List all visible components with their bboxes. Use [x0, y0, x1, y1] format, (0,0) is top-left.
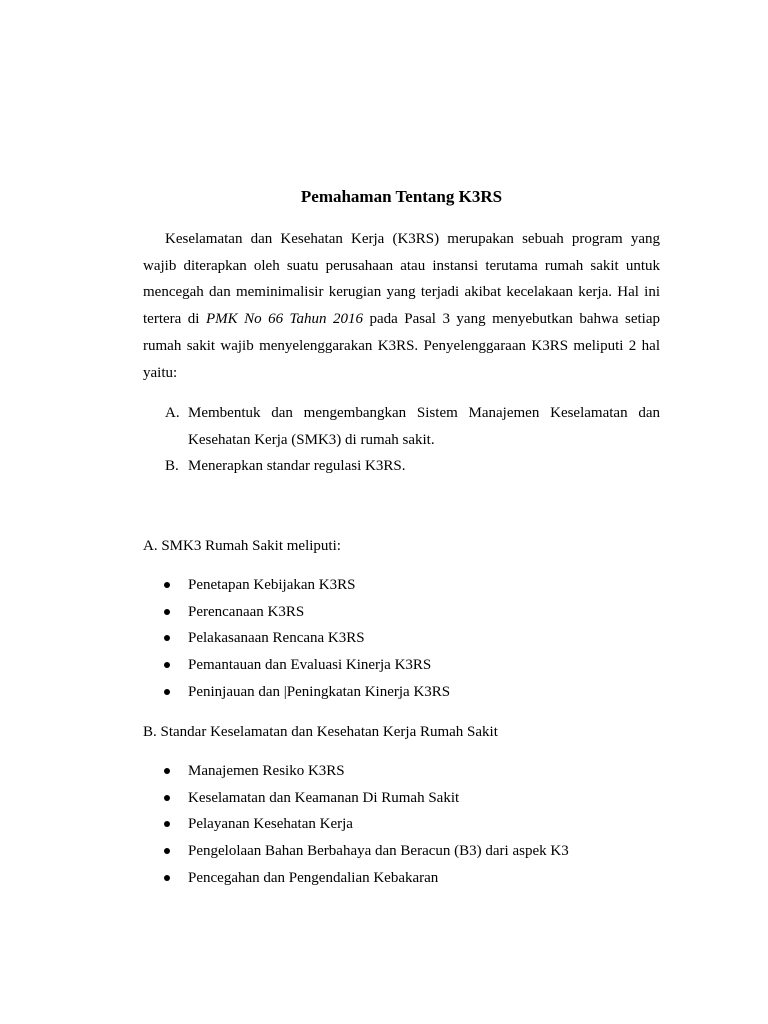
list-item-text: Manajemen Resiko K3RS: [188, 763, 345, 779]
list-item-text: Peninjauan dan |Peningkatan Kinerja K3RS: [188, 683, 451, 700]
list-item-text: Keselamatan dan Keamanan Di Rumah Sakit: [188, 789, 460, 806]
intro-text-start: Keselamatan dan Kesehatan Kerja (K3RS) merupakan sebuah program yang wajib diterapkan oleh suatu perusahaan atau instansi terutama rumah sakit untuk mencegah dan meminimalisir kerugian yang terjadi akibat kecelakaan kerja. Hal ini tertera di: [143, 231, 660, 328]
list-item: [143, 865, 660, 892]
list-item: [143, 811, 660, 838]
bullet-icon: [164, 795, 170, 801]
bullet-icon: [164, 662, 170, 668]
list-item: [143, 838, 660, 865]
section-b-list: [143, 758, 660, 892]
list-item-text: Pemantauan dan Evaluasi Kinerja K3RS: [188, 657, 432, 674]
section-b-heading: B. Standar Keselamatan dan Kesehatan Kerja Rumah Sakit: [143, 724, 498, 740]
intro-paragraph: [143, 226, 660, 386]
list-item: [143, 572, 660, 599]
list-item-text: Penetapan Kebijakan K3RS: [188, 577, 356, 593]
bullet-icon: [164, 635, 170, 641]
regulation-reference: PMK No 66 Tahun 2016: [205, 311, 364, 328]
list-item: [143, 679, 660, 706]
list-item-text: Pengelolaan Bahan Berbahaya dan Beracun (B3) dari aspek K3: [188, 843, 569, 860]
list-item: [143, 652, 660, 679]
bullet-icon: [164, 768, 170, 774]
list-item: [143, 758, 660, 785]
list-item: [143, 785, 660, 812]
list-marker: A.: [165, 405, 180, 421]
bullet-icon: [164, 609, 170, 615]
bullet-icon: [164, 821, 170, 827]
intro-text-end: pada Pasal 3 yang menyebutkan bahwa setiap rumah sakit wajib menyelenggarakan K3RS. Penyelenggaraan K3RS meliputi 2 hal yaitu:: [143, 311, 660, 381]
bullet-icon: [164, 689, 170, 695]
section-a-heading: A. SMK3 Rumah Sakit meliputi:: [143, 538, 341, 554]
bullet-icon: [164, 848, 170, 854]
ordered-list-item: [143, 400, 660, 453]
document-title: Pemahaman Tentang K3RS: [300, 187, 503, 206]
list-item: [143, 625, 660, 652]
list-item-text: Menerapkan standar regulasi K3RS.: [188, 458, 406, 475]
list-item: [143, 599, 660, 626]
list-item-text: Pencegahan dan Pengendalian Kebakaran: [188, 869, 439, 886]
list-item-text: Membentuk dan mengembangkan Sistem Manajemen Keselamatan dan Kesehatan Kerja (SMK3) di rumah sakit.: [188, 405, 660, 448]
ordered-list: [143, 400, 660, 480]
bullet-icon: [164, 582, 170, 588]
section-a-list: [143, 572, 660, 706]
list-item-text: Perencanaan K3RS: [188, 603, 305, 620]
list-marker: B.: [165, 458, 179, 475]
list-item-text: Pelayanan Kesehatan Kerja: [188, 816, 353, 833]
ordered-list-item: [143, 453, 660, 480]
bullet-icon: [164, 875, 170, 881]
list-item-text: Pelakasanaan Rencana K3RS: [188, 630, 365, 647]
